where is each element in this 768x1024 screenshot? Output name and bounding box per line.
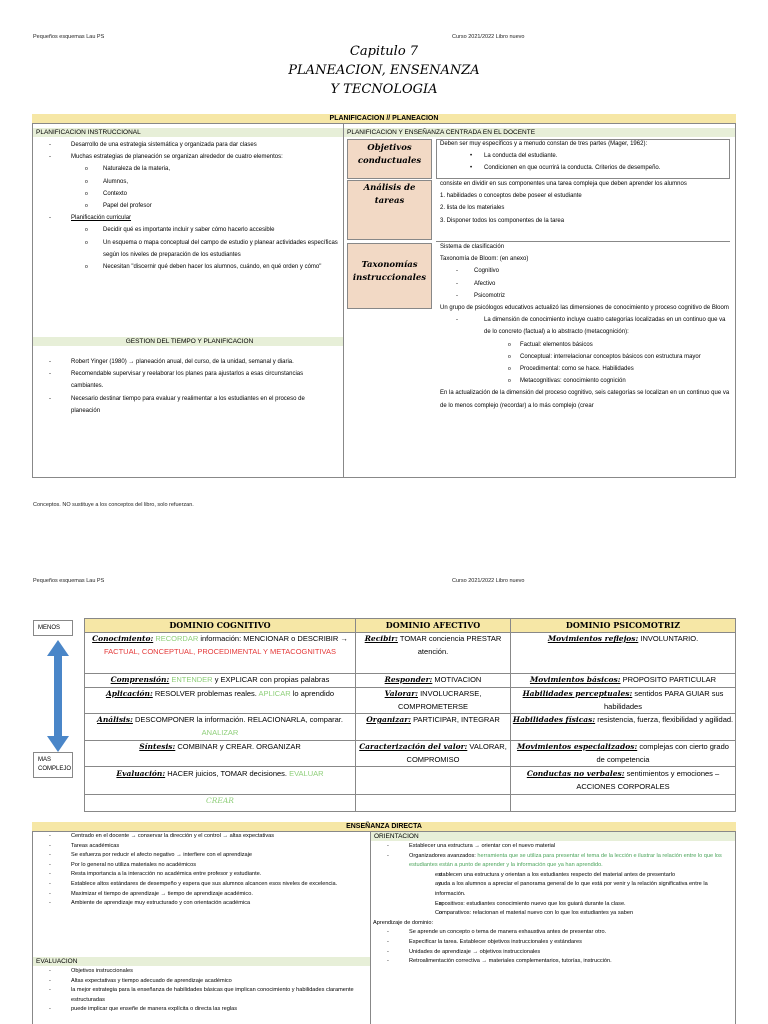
header-left: Pequeños esquemas Lau PS bbox=[33, 34, 105, 40]
list-item: - Objetivos instruccionales bbox=[33, 967, 369, 977]
head-afectivo: DOMINIO AFECTIVO bbox=[356, 619, 510, 632]
label-orientacion: ORIENTACION bbox=[371, 832, 735, 841]
list-item: - Planificación curricular bbox=[33, 212, 341, 224]
objetivos-content: Deben ser muy específicos y a menudo constan de tres partes (Mager, 1962): • La conducta del estudiante. • Condicionen en que ocurrirá la conducta. Criterios de desempeño. bbox=[440, 138, 728, 175]
label-taxonomias: Taxonomías instruccionales bbox=[352, 260, 427, 283]
list-item: - Se esfuerza por reducir el afecto negativo → interfiere con el aprendizaje bbox=[33, 851, 369, 861]
head-cognitivo: DOMINIO COGNITIVO bbox=[85, 619, 355, 632]
afe-valorar: Valorar: INVOLUCRARSE, COMPROMETERSE bbox=[384, 689, 482, 711]
list-item: - Por lo general no utiliza materiales no académicos bbox=[33, 861, 369, 871]
afe-responder: Responder: MOTIVACION bbox=[384, 675, 482, 684]
page-title: Capitulo 7 PLANEACION, ENSENANZA Y TECNOLOGIA bbox=[288, 44, 480, 97]
list-item: - la mejor estrategia para la enseñanza de habilidades básicas que implican conocimiento y habilidades claramente estructuradas bbox=[33, 986, 369, 1005]
time-management-list bbox=[33, 356, 333, 417]
taxonomias-content: Sistema de clasificación Taxonomía de Bloom: (en anexo) - Cognitivo - Afectivo - Psicomotriz Un grupo de psicólogos educativos actualizó las dimensiones de conocimiento y proceso cognitivo de Bloom - La dimensión de conocimiento incluye cuatro categorías localizadas en un continuo que va de lo concreto (factual) a lo abstracto (metacognición): o Factual: elementos básicos o Conceptual: interrelacionar conceptos básicos con estructura mayor o Procedimental: como se hace. Habilidades o Metacognitivas: conocimiento cognición En la actualización de la dimensión del proceso cognitivo, seis categorías se localizan en un continuo que va de lo menos complejo (recordar) a lo más complejo (crear bbox=[440, 241, 730, 412]
cog-comprension: Comprensión: ENTENDER y EXPLICAR con propias palabras bbox=[110, 675, 330, 684]
list-item: - Muchas estrategias de planeación se organizan alrededor de cuatro elementos: bbox=[33, 151, 341, 163]
header-right: Curso 2021/2022 Libro nuevo bbox=[452, 34, 525, 40]
footer-note: Conceptos. NO sustituye a los conceptos del libro, solo refuerzan. bbox=[33, 502, 194, 508]
list-item: - Necesario destinar tiempo para evaluar y realimentar a los estudiantes en el proceso de planeación bbox=[33, 393, 333, 417]
cog-evaluacion: Evaluación: HACER juicios, TOMAR decisiones. EVALUAR bbox=[116, 769, 324, 778]
instructional-list bbox=[33, 139, 341, 273]
cog-crear: CREAR bbox=[206, 796, 234, 805]
afe-recibir: Recibir: TOMAR conciencia PRESTAR atención. bbox=[364, 634, 502, 656]
list-item: o Papel del profesor bbox=[33, 200, 341, 212]
label-analisis: Análisis de tareas bbox=[363, 183, 416, 206]
list-item: - Resta importancia a la interacción no académica entre profesor y estudiante. bbox=[33, 870, 369, 880]
header-left-2: Pequeños esquemas Lau PS bbox=[33, 578, 105, 584]
header-right-2: Curso 2021/2022 Libro nuevo bbox=[452, 578, 525, 584]
menos-label: MENOS bbox=[33, 620, 73, 636]
list-item: - Ambiente de aprendizaje muy estructurado y con orientación académica bbox=[33, 899, 369, 909]
label-objetivos: Objetivos conductuales bbox=[357, 143, 422, 166]
list-item: o Decidir qué es importante incluir y saber cómo hacerlo accesible bbox=[33, 224, 341, 236]
mas-complejo-label: MAS COMPLEJO bbox=[33, 752, 73, 778]
cog-analisis: Análisis: DESCOMPONER la información. RELACIONARLA, comparar. ANALIZAR bbox=[97, 715, 343, 737]
afe-organizar: Organizar: PARTICIPAR, INTEGRAR bbox=[366, 715, 500, 724]
list-item: o Contexto bbox=[33, 188, 341, 200]
list-item: - Maximizar el tiempo de aprendizaje → tiempo de aprendizaje académico. bbox=[33, 890, 369, 900]
psi-basicos: Movimientos básicos: PROPOSITO PARTICULAR bbox=[529, 675, 716, 684]
subtitle-gestion: GESTION DEL TIEMPO Y PLANIFICACION bbox=[33, 337, 343, 346]
psi-no-verbales: Conductas no verbales: sentimientos y emociones – ACCIONES CORPORALES bbox=[526, 769, 720, 791]
list-item: - puede implicar que enseñe de manera explícita o directa las reglas bbox=[33, 1005, 369, 1015]
head-psicomotriz: DOMINIO PSICOMOTRIZ bbox=[511, 619, 735, 632]
cog-conocimiento: Conocimiento: RECORDAR información: MENCIONAR o DESCRIBIR → FACTUAL, CONCEPTUAL, PROCEDIMENTAL Y METACOGNITIVAS bbox=[92, 634, 348, 656]
analisis-content: consiste en dividir en sus componentes una tarea compleja que deben aprender los alumnos 1. habilidades o conceptos debe poseer el estudiante 2. lista de los materiales 3. Disponer todos los componentes de la tarea bbox=[440, 181, 687, 224]
list-item: - Establece altos estándares de desempeño y espera que sus alumnos alcancen esos niveles de excelencia. bbox=[33, 880, 369, 890]
band-planificacion: PLANIFICACION // PLANEACION bbox=[32, 114, 736, 124]
psi-especializados: Movimientos especializados: complejas con cierto grado de competencia bbox=[517, 742, 729, 764]
list-item: o Alumnos, bbox=[33, 176, 341, 188]
afe-caracterizacion: Caracterización del valor: VALORAR, COMPROMISO bbox=[359, 742, 507, 764]
list-item: - Tareas académicas bbox=[33, 842, 369, 852]
psi-perceptuales: Habilidades perceptuales: sentidos PARA GUIAR sus habilidades bbox=[522, 689, 724, 711]
list-item: - Altas expectativas y tiempo adecuado de aprendizaje académico bbox=[33, 977, 369, 987]
evaluation-list bbox=[33, 967, 369, 1015]
list-item: - Robert Yinger (1980) → planeación anual, del curso, de la unidad, semanal y diaria. bbox=[33, 356, 333, 368]
subtitle-docente: PLANIFICACION Y ENSEÑANZA CENTRADA EN EL DOCENTE bbox=[344, 128, 735, 137]
complexity-arrow-icon bbox=[45, 638, 71, 754]
list-item: - Recomendable supervisar y reelaborar los planes para ajustarlos a esas circunstancias cambiantes. bbox=[33, 368, 333, 392]
band-ensenanza-directa: ENSEÑANZA DIRECTA bbox=[32, 822, 736, 832]
label-evaluacion: EVALUACION bbox=[33, 957, 370, 966]
list-item: - Centrado en el docente → conservar la dirección y el control → altas expectativas bbox=[33, 832, 369, 842]
psi-reflejos: Movimientos reflejos: INVOLUNTARIO. bbox=[547, 634, 699, 643]
subtitle-instruccional: PLANIFICACION INSTRUCCIONAL bbox=[33, 128, 343, 137]
list-item: o Un esquema o mapa conceptual del campo de estudio y planear actividades específicas según los niveles de preparación de los estudiantes bbox=[33, 237, 341, 261]
orientation-content: - Establecer una estructura → orientar con el nuevo material - Organizadores avanzados: herramienta que se utiliza para presentar el tema de la lección e ilustrar la relación entre lo que los estudiantes están a punto de aprender y la información que ya han aprendido. o establecen una estructura y orientan a los estudiantes respecto del material antes de presentarlo o ayuda a los alumnos a apreciar el panorama general de lo que está por venir y la relación significativa entre la información. o Expositivos: estudiantes conocimiento nuevo que los guiará durante la clase. o Comparativos: relacionan el material nuevo con lo que los estudiantes ya saben Aprendizaje de dominio: - Se aprende un concepto o tema de manera exhaustiva antes de presentar otro. - Especificar la tarea. Establecer objetivos instruccionales y estándares - Unidades de aprendizaje → objetivos instruccionales - Retroalimentación correctiva → materiales complementarios, tutorías, instrucción. bbox=[371, 842, 733, 967]
list-item: o Naturaleza de la materia, bbox=[33, 163, 341, 175]
list-item: - Desarrollo de una estrategia sistemática y organizada para dar clases bbox=[33, 139, 341, 151]
direct-teaching-list bbox=[33, 832, 369, 909]
psi-fisicas: Habilidades físicas: resistencia, fuerza, flexibilidad y agilidad. bbox=[512, 715, 734, 724]
cog-sintesis: Síntesis: COMBINAR y CREAR. ORGANIZAR bbox=[139, 742, 301, 751]
list-item: o Necesitan "discernir qué deben hacer los alumnos, cuándo, en qué orden y cómo" bbox=[33, 261, 341, 273]
cog-aplicacion: Aplicación: RESOLVER problemas reales. APLICAR lo aprendido bbox=[105, 689, 335, 698]
